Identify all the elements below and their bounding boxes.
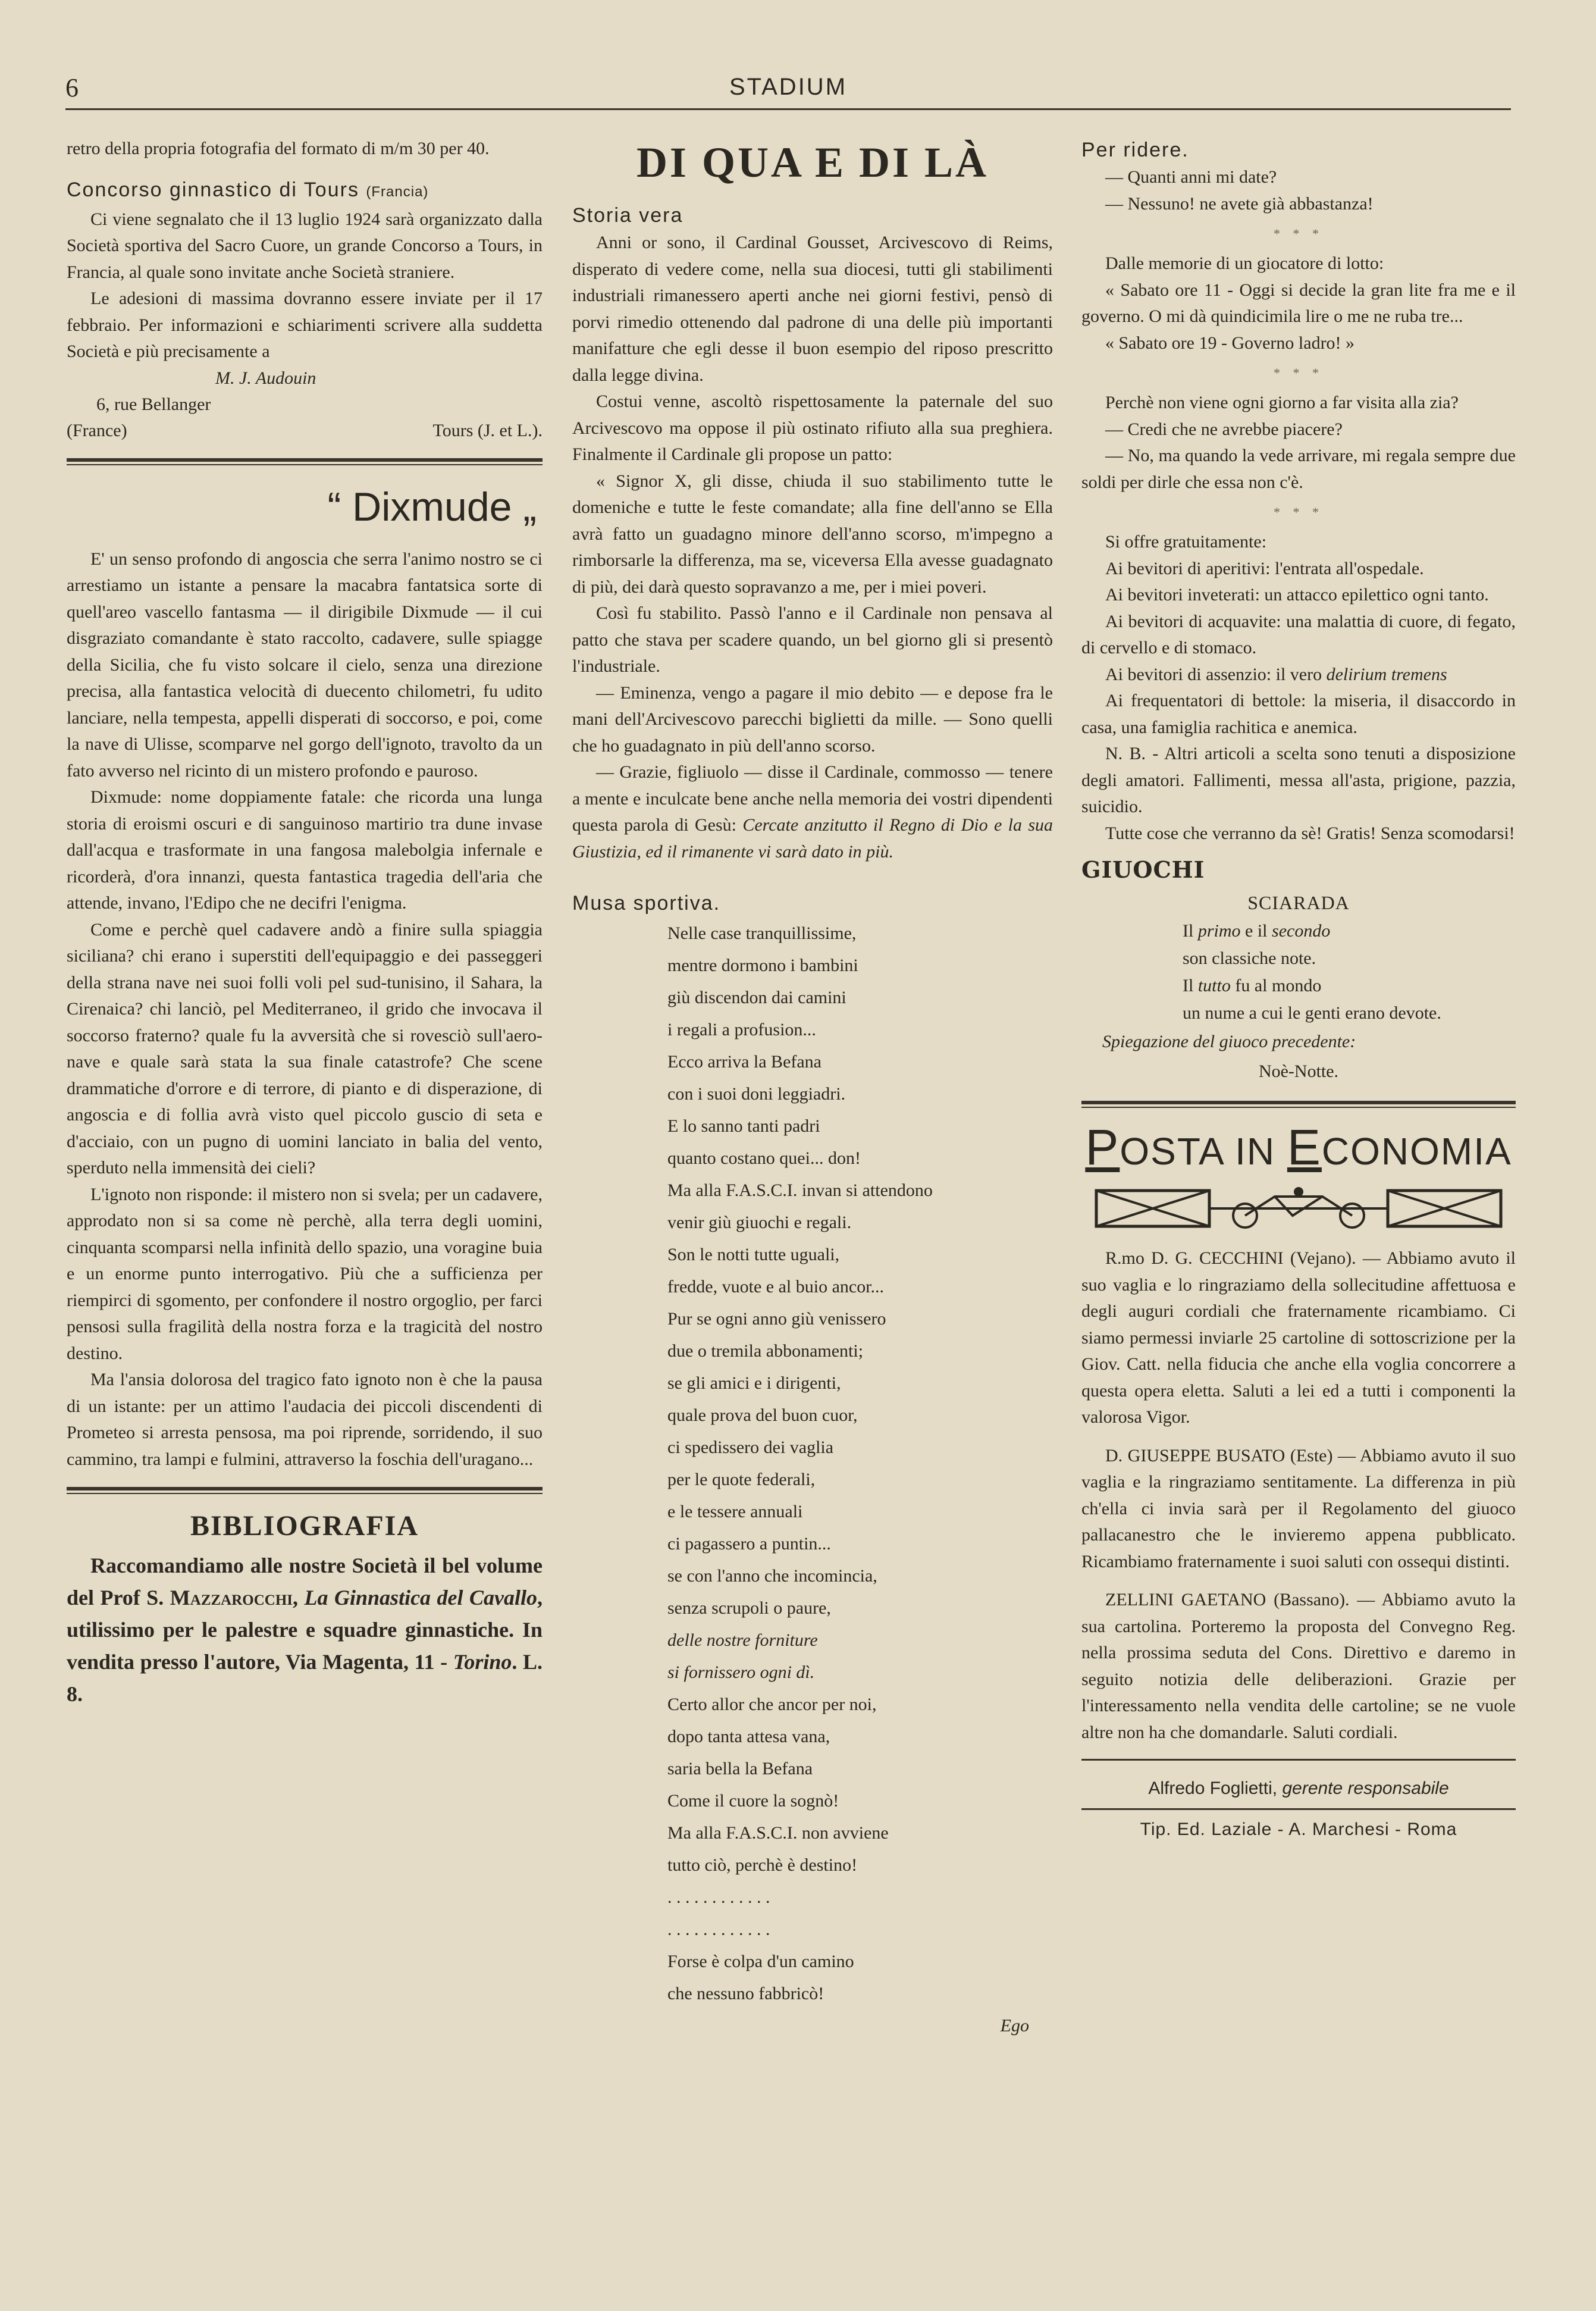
poem xyxy=(572,917,1053,2010)
joke-line xyxy=(1081,662,1516,688)
poem-line: Pur se ogni anno giù venissero xyxy=(667,1309,886,1329)
poem-line: e le tessere annuali xyxy=(667,1502,803,1521)
joke-line: Si offre gratuitamente: xyxy=(1105,532,1267,552)
bibliografia-separator: , xyxy=(293,1586,305,1609)
verse-tutto: tutto xyxy=(1197,976,1231,995)
manager-name: Alfredo Foglietti, xyxy=(1148,1778,1278,1798)
posta-title-word: IN xyxy=(1223,1130,1287,1173)
poem-line: mentre dormono i bambini xyxy=(667,956,858,975)
sciarada-verse: un nume a cui le genti erano devote. xyxy=(1183,1003,1441,1023)
column-left xyxy=(67,136,543,2278)
bibliografia-author: Mazzarocchi xyxy=(170,1586,293,1609)
bibliografia-book-title: La Ginnastica del Cavallo xyxy=(304,1586,537,1609)
section-divider xyxy=(67,1487,543,1494)
sciarada-verse xyxy=(1081,972,1516,1000)
tours-place: (Francia) xyxy=(366,183,429,200)
per-ridere-title: Per ridere. xyxy=(1081,139,1189,161)
joke-line: Perchè non viene ogni giorno a far visita alla zia? xyxy=(1105,393,1459,412)
running-head xyxy=(65,67,1511,108)
poem-line: Ecco arriva la Befana xyxy=(667,1052,821,1072)
tours-signature-row xyxy=(67,418,543,444)
journal-title: STADIUM xyxy=(729,74,848,100)
posta-title-initial: E xyxy=(1287,1119,1322,1175)
posta-in-economia-title xyxy=(1081,1119,1516,1175)
poem-line: i regali a profusion... xyxy=(667,1020,816,1039)
joke-line: « Sabato ore 11 - Oggi si decide la gran lite fra me e il governo. O mi dà quindicimila lire o me ne ruba tre... xyxy=(1081,280,1516,326)
bibliografia-city: Torino xyxy=(453,1650,512,1674)
poem-line: si fornissero ogni dì. xyxy=(667,1662,815,1682)
storia-paragraph-2: Costui venne, ascoltò rispettosamente la paternale del suo Arcivescovo ma oppose il più ostinato rifiuto alla sua preghiera. Finalmente il Cardinale gli propose un patto: xyxy=(572,392,1053,464)
poem-line: Ma alla F.A.S.C.I. non avviene xyxy=(667,1823,889,1843)
tours-paragraph-1: Ci viene segnalato che il 13 luglio 1924 sarà organizzato dalla Società sportiva del Sacro Cuore, un grande Concorso a Tours, in Francia, al quale sono invitate anche Società straniere. xyxy=(67,209,543,282)
poem-line: venir giù giuochi e regali. xyxy=(667,1213,852,1232)
storia-vera-title: Storia vera xyxy=(572,204,683,227)
musa-sportiva-title: Musa sportiva. xyxy=(572,892,721,915)
joke-line: Ai bevitori di aperitivi: l'entrata all'ospedale. xyxy=(1105,558,1424,578)
poem-line: Forse è colpa d'un camino xyxy=(667,1952,854,1971)
sciarada-verse xyxy=(1081,917,1516,945)
poem-line: due o tremila abbonamenti; xyxy=(667,1341,864,1361)
section-divider xyxy=(67,458,543,465)
storia-paragraph-1: Anni or sono, il Cardinal Gousset, Arcivescovo di Reims, disperato di vedere come, nella sua diocesi, tutti gli stabilimenti industriali rimanessero aperti anche nei giorni festivi, pensò di porvi rimedio ottenendo dal padrone di una delle più importanti manifatture che egli desse il buon esempio del riposo prescritto dalla legge divina. xyxy=(572,233,1053,385)
poem-line: giù discendon dai camini xyxy=(667,988,846,1007)
solution-value: Noè-Notte. xyxy=(1258,1061,1339,1081)
verse-text: Il xyxy=(1183,921,1198,941)
verse-text: Il xyxy=(1183,976,1198,995)
poem-line: Certo allor che ancor per noi, xyxy=(667,1695,877,1714)
posta-title-word: CONOMIA xyxy=(1321,1130,1512,1173)
storia-paragraph-5: — Eminenza, vengo a pagare il mio debito — e depose fra le mani dell'Arcivescovo parecchi biglietti da mille. — Sono quelli che ho guadagnato in più dell'anno scorso. xyxy=(572,682,1053,756)
verse-text: e il xyxy=(1240,921,1272,941)
poem-line: quanto costano quei... don! xyxy=(667,1148,861,1168)
storia-paragraph-4: Così fu stabilito. Passò l'anno e il Cardinale non pensava al patto che stava per scadere quando, un bel giorno gli si presentò l'industriale. xyxy=(572,603,1053,676)
poem-line: con i suoi doni leggiadri. xyxy=(667,1084,846,1104)
tours-signature-country: (France) xyxy=(67,420,127,440)
sciarada-verse: son classiche note. xyxy=(1183,948,1316,968)
joke-line: Tutte cose che verranno da sè! Gratis! Senza scomodarsi! xyxy=(1105,823,1515,843)
dixmude-paragraph-4: L'ignoto non risponde: il mistero non si svela; per un cadavere, approdato non si sa come nè perchè, alla terra degli uomini, cinquanta scomparsi nella infinità dello spazio, una voragine buia e un enorme punto interrogativo. Più che a sufficienza per riempirci di sgomento, per confondere il nostro orgoglio, per farci pensosi sulla fragilità della nostra forza e la tragicità del nostro destino. xyxy=(67,1184,543,1363)
poem-line: tutto ciò, perchè è destino! xyxy=(667,1855,858,1875)
tours-signature-city: Tours (J. et L.). xyxy=(432,420,543,440)
storia-paragraph-6 xyxy=(572,759,1053,865)
joke-line: — Credi che ne avrebbe piacere? xyxy=(1105,419,1343,439)
storia-paragraph-3: « Signor X, gli disse, chiuda il suo stabilimento tutte le domeniche e tutte le feste comandate; alla fine dell'anno se Ella avrà fatto un guadagno minore dell'anno scorso, m'impegno a rimborsarle la differenza, ma se, viceversa Ella avesse guadagnato di più, dei darà questo sopravanzo a me, per i miei poveri. xyxy=(572,471,1053,597)
solution-label: Spiegazione del giuoco precedente: xyxy=(1102,1032,1356,1051)
joke-line: Dalle memorie di un giocatore di lotto: xyxy=(1105,253,1384,273)
di-qua-e-di-la-title: DI QUA E DI LÀ xyxy=(636,139,989,186)
intro-text: retro della propria fotografia del formato di m/m 30 per 40. xyxy=(67,139,490,158)
verse-text: fu al mondo xyxy=(1230,976,1322,995)
section-divider xyxy=(1081,1101,1516,1108)
poem-line: Nelle case tranquillissime, xyxy=(667,923,857,943)
dixmude-paragraph-2: Dixmude: nome doppiamente fatale: che ricorda una lunga storia di eroismi oscuri e di sanguinoso martirio tra dune invase dall'acqua e trasformate in una fangosa malebolgia infernale e ricorderà, d'ora innanzi, questa fantastica tragedia dell'aria che attende, invano, l'Edipo che ne decifri l'enigma. xyxy=(67,787,543,913)
dixmude-paragraph-5: Ma l'ansia dolorosa del tragico fato ignoto non è che la pausa di un istante: per un attimo l'audacia dei piccoli discendenti di Prometeo si arresta pensosa, ma poi riprende, sorridendo, il suo cammino, tra lampi e fulmini, attraverso la foschia dell'uragano... xyxy=(67,1370,543,1469)
poem-line: saria bella la Befana xyxy=(667,1759,813,1778)
joke-line: Ai bevitori inveterati: un attacco epilettico ogni tanto. xyxy=(1105,585,1489,605)
bibliografia-title: BIBLIOGRAFIA xyxy=(190,1510,419,1542)
dixmude-paragraph-1: E' un senso profondo di angoscia che serra l'animo nostro se ci arrestiamo un istante a pensare la macabra fantatsica sorte di quell'areo vascello fantasma — il dirigibile Dixmude — il cui disgraziato comandante è stato raccolto, cadavere, sulle spiagge della Sicilia, che fu visto solcare il cielo, senza una direzione precisa, alla fantastica velocità di duecento chilometri, fu udito lanciare, nella tempesta, appelli disperati di soccorso, e poi, come la nave di Ulisse, scomparve nel gorgo dell'ignoto, travolto da un fato avverso nel ricinto di un mistero profondo e pauroso. xyxy=(67,549,543,781)
joke-delirium: delirium tremens xyxy=(1326,664,1447,684)
poem-ellipsis: . . . . . . . . . . . . xyxy=(667,1887,770,1907)
separator-stars: * * * xyxy=(1274,226,1324,241)
poem-line: ci pagassero a puntin... xyxy=(667,1534,831,1554)
poem-ellipsis: . . . . . . . . . . . . xyxy=(667,1919,770,1939)
poem-line: se gli amici e i dirigenti, xyxy=(667,1373,841,1393)
poem-line: ci spedissero dei vaglia xyxy=(667,1438,834,1457)
tours-heading xyxy=(67,176,543,206)
envelope-bicycle-ornament xyxy=(1090,1179,1507,1238)
joke-line: « Sabato ore 19 - Governo ladro! » xyxy=(1105,333,1355,353)
joke-line: Ai frequentatori di bettole: la miseria, il disaccordo in casa, una famiglia rachitica e anemica. xyxy=(1081,691,1516,737)
posta-heading xyxy=(1081,1119,1516,1238)
joke-line: — Quanti anni mi date? xyxy=(1105,167,1277,187)
tours-title: Concorso ginnastico di Tours xyxy=(67,178,359,201)
poem-line: se con l'anno che incomincia, xyxy=(667,1566,877,1586)
footer-printer: Tip. Ed. Laziale - A. Marchesi - Roma xyxy=(1140,1820,1457,1839)
footer-rule xyxy=(1081,1808,1516,1810)
column-center xyxy=(572,136,1053,2278)
sciarada-title: SCIARADA xyxy=(1247,892,1350,913)
bibliografia-price: . L. 8. xyxy=(67,1650,543,1706)
tours-signature-name: M. J. Audouin xyxy=(215,368,316,388)
poem-line: Come il cuore la sognò! xyxy=(667,1791,839,1811)
tours-paragraph-2: Le adesioni di massima dovranno essere inviate per il 17 febbraio. Per informazioni e schiarimenti scrivere alla suddetta Società e più precisamente a xyxy=(67,289,543,361)
dixmude-paragraph-3: Come e perchè quel cadavere andò a finire sulla spiaggia siciliana? chi erano i superstiti dell'equipaggio e dei passeggeri della strana nave nei suoi folli voli pel sud-tunisino, il Sahara, la Cirenaica? chi lanciò, pel Mediterraneo, il grido che invocava il soccorso fraterno? quale fu la avversità che si rovesciò sull'aero-nave e quale sarà stata la sua finale catastrofe? Che scene drammatiche d'orrore e di terrore, di pianto e di disperazione, di angoscia e di follia avrà visto quel piccolo guscio di seta e d'acciaio, con un pugno di uomini lanciato in balia del vento, sperduto nella immensità dei cieli? xyxy=(67,919,543,1178)
storia-paragraph-6-text: — Grazie, figliuolo — disse il Cardinale, commosso — tenere a mente e inculcate bene anche nella memoria dei vostri dipendenti questa parola di Gesù: xyxy=(572,762,1053,835)
verse-secondo: secondo xyxy=(1272,921,1331,941)
poem-line: Ma alla F.A.S.C.I. invan si attendono xyxy=(667,1180,933,1200)
poem-line: senza scrupoli o paure, xyxy=(667,1598,831,1618)
joke-assenzio: Ai bevitori di assenzio: il vero xyxy=(1105,664,1327,684)
poem-line: per le quote federali, xyxy=(667,1470,816,1489)
poem-line: che nessuno fabbricò! xyxy=(667,1984,824,2003)
poem-signature: Ego xyxy=(1000,2016,1029,2036)
bibliografia-text-start: Raccomandiamo alle nostre Società il bel volume del Prof S. xyxy=(67,1554,543,1609)
tours-signature-street: 6, rue Bellanger xyxy=(96,394,211,414)
separator-stars: * * * xyxy=(1274,365,1324,380)
bibliografia-text xyxy=(67,1549,543,1710)
separator-stars: * * * xyxy=(1274,505,1324,519)
joke-line: Ai bevitori di acquavite: una malattia di cuore, di fegato, di cervello e di stomaco. xyxy=(1081,611,1516,657)
poem-line: Son le notti tutte uguali, xyxy=(667,1245,840,1264)
poem-line: quale prova del buon cuor, xyxy=(667,1405,858,1425)
storia-gospel-quote: Cercate anzitutto il Regno di Dio e la sua Giustizia, ed il rimanente vi sarà dato in più. xyxy=(572,815,1053,862)
poem-line: delle nostre forniture xyxy=(667,1630,818,1650)
verse-primo: primo xyxy=(1197,921,1241,941)
joke-line: — No, ma quando la vede arrivare, mi regala sempre due soldi per dirle che essa non c'è. xyxy=(1081,446,1516,492)
footer-rule xyxy=(1081,1759,1516,1761)
posta-entry: D. GIUSEPPE BUSATO (Este) — Abbiamo avuto il suo vaglia e la ringraziamo sentitamente. La differenza in più ch'ella ci invia sarà per il Regolamento del giuoco pallacanestro che le invieremo appena pubblicato. Ricambiamo fraternamente i suoi saluti con ossequi distinti. xyxy=(1081,1445,1516,1571)
joke-line: N. B. - Altri articoli a scelta sono tenuti a disposizione degli amatori. Fallimenti, messa all'asta, prigione, pazzia, suicidio. xyxy=(1081,744,1516,816)
posta-title-word: OSTA xyxy=(1120,1130,1224,1173)
manager-role: gerente responsabile xyxy=(1282,1778,1449,1798)
bibliografia-text-end: , utilissimo per le palestre e squadre ginnastiche. In vendita presso l'autore, Via Magenta, 11 - xyxy=(67,1586,543,1674)
poem-line: E lo sanno tanti padri xyxy=(667,1116,820,1136)
page-number: 6 xyxy=(65,73,79,102)
dixmude-title: “ Dixmude „ xyxy=(327,484,537,530)
posta-title-initial: P xyxy=(1085,1119,1120,1175)
poem-line: fredde, vuote e al buio ancor... xyxy=(667,1277,885,1297)
poem-line: dopo tanta attesa vana, xyxy=(667,1727,830,1746)
posta-entry: ZELLINI GAETANO (Bassano). — Abbiamo avuto la sua cartolina. Porteremo la proposta del Convegno Reg. nella prossima seduta del Cons. Direttivo e daremo in seguito notizia delle deliberazioni. Grazie per l'interessamento nella vendita delle cartoline; se ne vuole altre non ha che domandarle. Saluti cordiali. xyxy=(1081,1590,1516,1742)
joke-line: — Nessuno! ne avete già abbastanza! xyxy=(1105,193,1374,214)
footer-manager xyxy=(1081,1774,1516,1803)
giuochi-title: GIUOCHI xyxy=(1081,856,1205,883)
column-right xyxy=(1081,136,1516,2278)
posta-entry: R.mo D. G. CECCHINI (Vejano). — Abbiamo avuto il suo vaglia e lo ringraziamo della sollecitudine affettuosa e degli auguri cordiali che fraternamente ricambiamo. Ci siamo permessi inviarle 25 cartoline di sottoscrizione per la Giov. Catt. nella fiducia che anche ella voglia concorrere a questa opera eletta. Saluti a lei ed a tutti i componenti la valorosa Vigor. xyxy=(1081,1248,1516,1427)
header-rule xyxy=(65,108,1511,110)
